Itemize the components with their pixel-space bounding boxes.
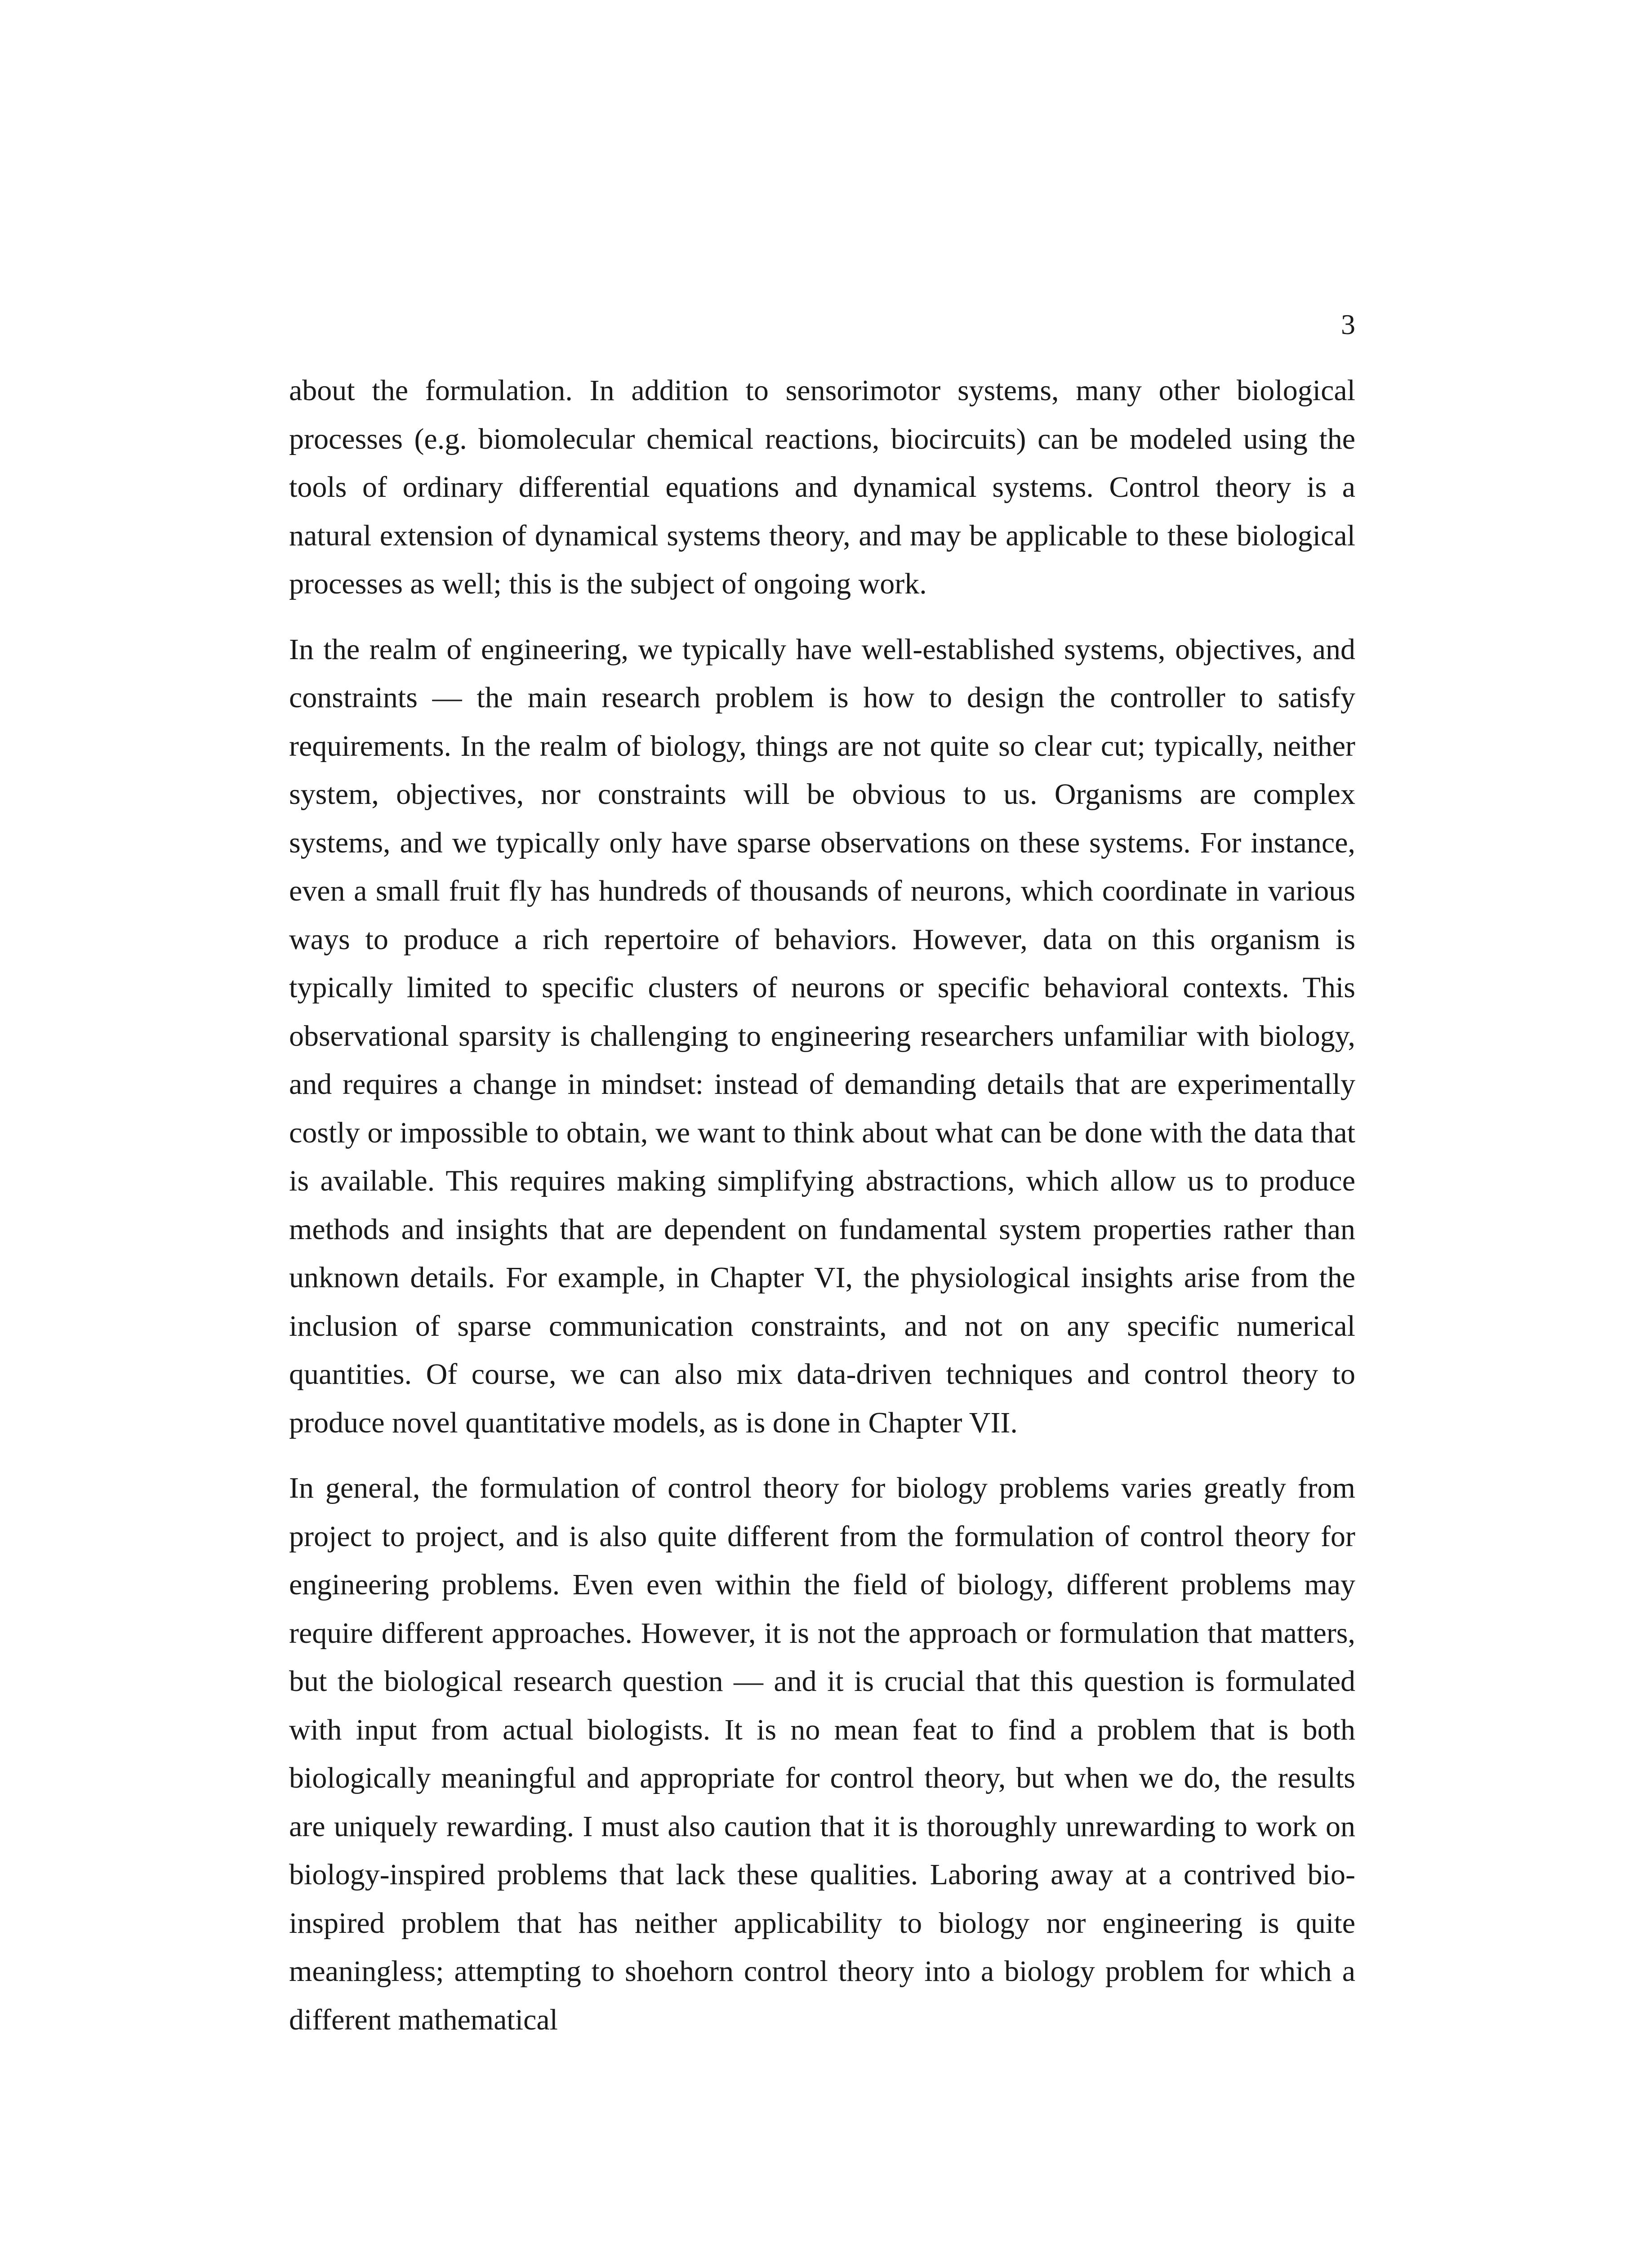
- paragraph-continuation: about the formulation. In addition to sensorimotor systems, many other biological processes (e.g. biomolecular chemical reactions, biocircuits) can be modeled using the tools of ordinary differential equations and dynamical systems. Control theory is a natural extension of dynamical systems theory, and may be applicable to these biological processes as well; this is the subject of ongoing work.: [289, 374, 1355, 600]
- page-number: 3: [1341, 308, 1355, 340]
- paragraph-formulation: In general, the formulation of control theory for biology problems varies greatly from project to project, and is also quite different from the formulation of control theory for engineering problems. Even even within the field of biology, different problems may require different approaches. However, it is not the approach or formulation that matters, but the biological research question — and it is crucial that this question is formulated with input from actual biologists. It is no mean feat to find a problem that is both biologically meaningful and appropriate for control theory, but when we do, the results are uniquely rewarding. I must also caution that it is thoroughly unrewarding to work on biology-inspired problems that lack these qualities. Laboring away at a contrived bio-inspired problem that has neither applicability to biology nor engineering is quite meaningless; attempting to shoehorn control theory into a biology problem for which a different mathematical: [289, 1472, 1355, 2036]
- body-text: [289, 366, 1355, 2061]
- paragraph-engineering-vs-biology: In the realm of engineering, we typically have well-established systems, objectives, and constraints — the main research problem is how to design the controller to satisfy requirements. In the realm of biology, things are not quite so clear cut; typically, neither system, objectives, nor constraints will be obvious to us. Organisms are complex systems, and we typically only have sparse observations on these systems. For instance, even a small fruit fly has hundreds of thousands of neurons, which coordinate in various ways to produce a rich repertoire of behaviors. However, data on this organism is typically limited to specific clusters of neurons or specific behavioral contexts. This observational sparsity is challenging to engineering researchers unfamiliar with biology, and requires a change in mindset: instead of demanding details that are experimentally costly or impossible to obtain, we want to think about what can be done with the data that is available. This requires making simplifying abstractions, which allow us to produce methods and insights that are dependent on fundamental system properties rather than unknown details. For example, in Chapter VI, the physiological insights arise from the inclusion of sparse communication constraints, and not on any specific numerical quantities. Of course, we can also mix data-driven techniques and control theory to produce novel quantitative models, as is done in Chapter VII.: [289, 633, 1355, 1439]
